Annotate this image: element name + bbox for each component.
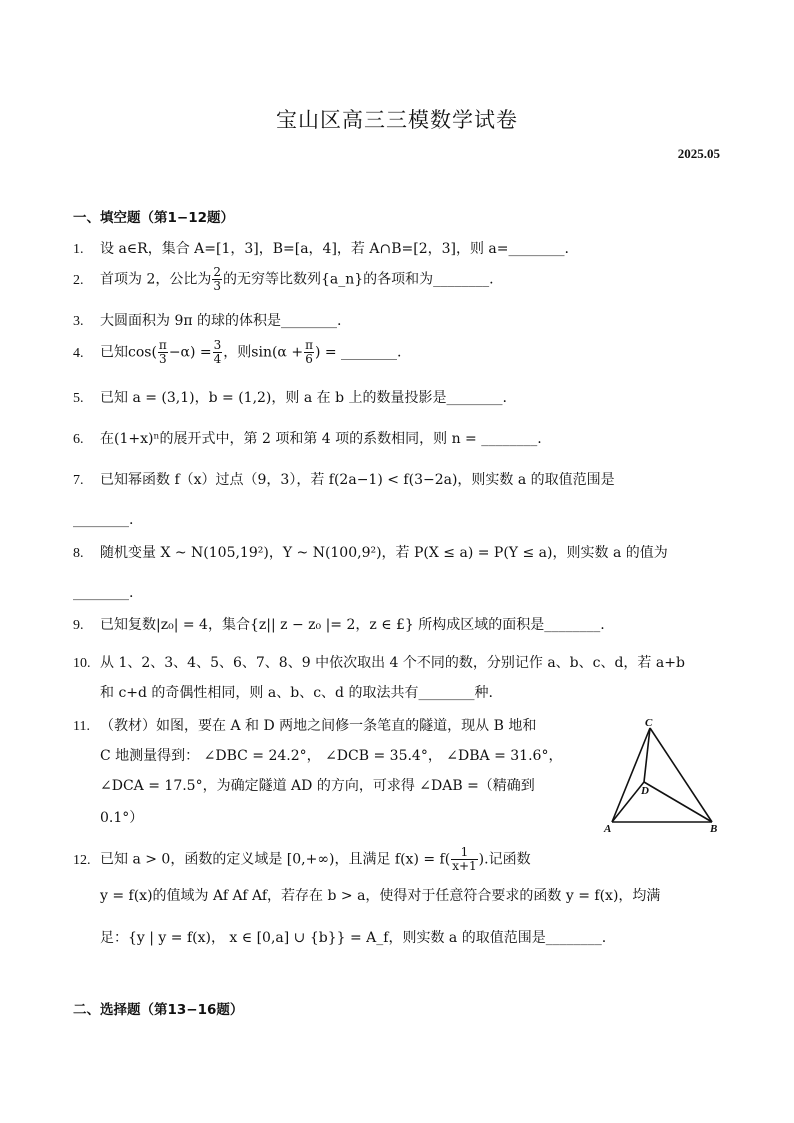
question-text: 已知幂函数 f（x）过点（9，3），若 f(2a−1) < f(3−2a)，则实数 a 的取值范围是: [100, 472, 615, 488]
question-text-post: 的无穷等比数列{a_n}的各项和为________.: [223, 271, 494, 288]
triangle-diagram: [600, 716, 730, 836]
question-text-post: ).记函数: [478, 851, 531, 868]
question-number: 5.: [73, 391, 84, 406]
question-number: 6.: [73, 432, 84, 447]
edge-db: [644, 782, 712, 822]
question-number: 12.: [73, 852, 91, 868]
question-text: 在(1+x)ⁿ的展开式中，第 2 项和第 4 项的系数相同，则 n = ________.: [100, 431, 542, 447]
question-number: 3.: [73, 314, 84, 329]
question-text: （教材）如图，要在 A 和 D 两地之间修一条笔直的隧道，现从 B 地和: [100, 718, 537, 734]
fraction: $\frac{\pi}{6}$: [305, 338, 313, 366]
question-number: 2.: [73, 272, 84, 288]
question-text-pre: 已知cos(: [100, 344, 157, 361]
question-text-cont: 和 c+d 的奇偶性相同，则 a、b、c、d 的取法共有________种.: [100, 685, 493, 701]
question-text-pre: 首项为 2，公比为: [100, 271, 212, 288]
label-c: C: [645, 717, 653, 729]
question-number: 7.: [73, 473, 84, 488]
label-a: A: [604, 823, 612, 835]
question-text: 大圆面积为 9π 的球的体积是________.: [100, 313, 342, 329]
question-number: 1.: [73, 242, 84, 257]
question-number: 4.: [73, 345, 84, 361]
edge-cb: [650, 728, 712, 822]
question-text-cont: C 地测量得到： ∠DBC = 24.2°， ∠DCB = 35.4°， ∠DBA = 31.6°，: [100, 748, 563, 764]
exam-date: 2025.05: [677, 146, 720, 161]
question-text-cont: y = f(x)的值域为 Af Af Af，若存在 b > a，使得对于任意符合要求的函数 y = f(x)，均满: [100, 888, 661, 904]
question-text: 设 a∈R，集合 A=[1，3]，B=[a，4]，若 A∩B=[2，3]，则 a=________.: [100, 241, 569, 257]
page-title: 宝山区高三三模数学试卷: [276, 108, 518, 132]
label-d: D: [641, 785, 649, 797]
question-text-pre: 已知 a > 0，函数的定义域是 [0,+∞)，且满足 f(x) = f(: [100, 851, 451, 868]
question-text-cont: 0.1°）: [100, 810, 144, 826]
question-text-cont: 足：{y | y = f(x)， x ∈ [0,a] ∪ {b}} = A_f，则实数 a 的取值范围是________.: [100, 930, 607, 946]
question-text-mid: ，则sin(α +: [223, 344, 304, 361]
question-text: 从 1、2、3、4、5、6、7、8、9 中依次取出 4 个不同的数，分别记作 a、b、c、d，若 a+b: [100, 655, 685, 671]
edge-ad: [612, 782, 644, 822]
question-number: 11.: [73, 719, 90, 734]
question-text: 随机变量 X ~ N(105,19²)，Y ~ N(100,9²)，若 P(X ≤ a) = P(Y ≤ a)，则实数 a 的值为: [100, 545, 668, 561]
fraction: $\frac{3}{4}$: [213, 338, 222, 366]
question-text-mid: −α) =: [168, 344, 212, 361]
question-text-cont: ∠DCA = 17.5°，为确定隧道 AD 的方向，可求得 ∠DAB =（精确到: [100, 778, 535, 794]
question-text-cont: ________.: [73, 585, 134, 601]
question-text-cont: ________.: [73, 512, 134, 528]
question-number: 10.: [73, 656, 91, 671]
question-text-post: ) = ________.: [314, 344, 402, 361]
question-number: 8.: [73, 546, 84, 561]
fraction: $\frac{\pi}{3}$: [158, 338, 167, 366]
label-b: B: [710, 823, 718, 835]
fraction: $\frac{2}{3}$: [213, 265, 221, 293]
question-number: 9.: [73, 618, 84, 633]
section-heading-multiple-choice: 二、选择题（第13−16题）: [73, 1002, 244, 1018]
question-text: 已知 a = (3,1)，b = (1,2)，则 a 在 b 上的数量投影是________.: [100, 390, 507, 406]
question-text: 已知复数|z₀| = 4，集合{z|| z − z₀ |= 2，z ∈ £} 所构成区域的面积是________.: [100, 617, 605, 633]
section-heading-fill-in: 一、填空题（第1−12题）: [73, 210, 234, 226]
fraction: $\frac{1}{x+1}$: [452, 845, 477, 873]
